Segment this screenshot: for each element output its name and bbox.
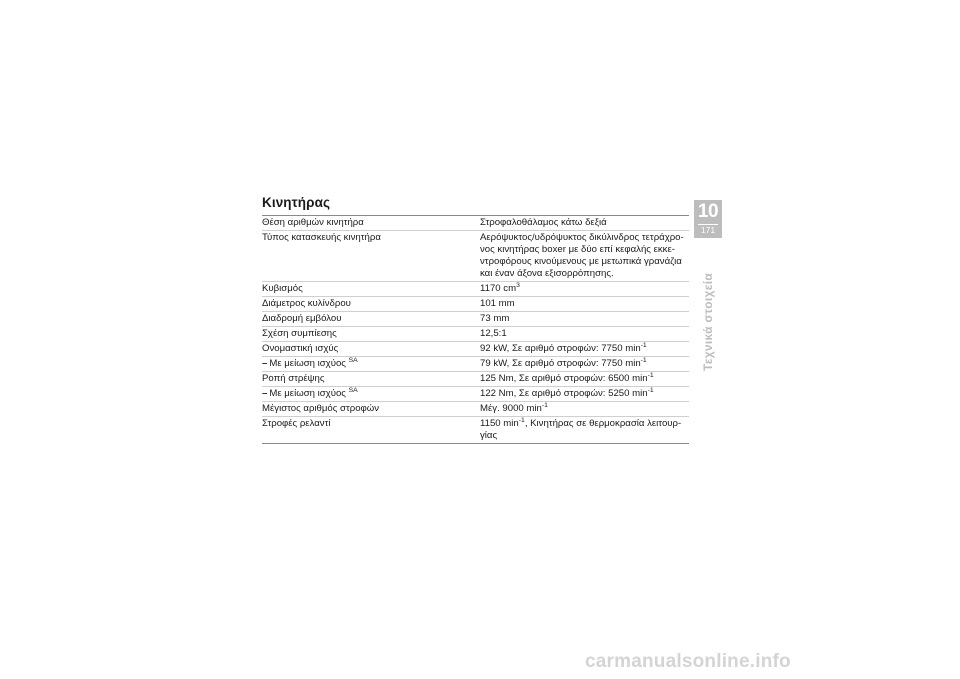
spec-value xyxy=(476,402,689,416)
spec-label: Θέση αριθμών κινητήρα xyxy=(262,217,364,228)
spec-value-text: 79 kW, Σε αριθμό στροφών: 7750 min xyxy=(480,358,641,369)
spec-label: Σχέση συμπίεσης xyxy=(262,328,337,339)
table-row xyxy=(262,356,689,371)
engine-spec-table xyxy=(262,215,689,444)
table-row xyxy=(262,401,689,416)
table-row xyxy=(262,386,689,401)
watermark: carmanualsonline.info xyxy=(585,651,791,672)
superscript: -1 xyxy=(640,341,647,349)
superscript: SA xyxy=(348,386,358,394)
spec-label-text: Με μείωση ισχύος xyxy=(269,358,346,369)
chapter-name: Τεχνικά στοιχεία xyxy=(701,272,715,372)
spec-label: Κυβισμός xyxy=(262,283,303,294)
table-row xyxy=(262,371,689,386)
superscript: 3 xyxy=(516,281,520,289)
spec-value-text: 1170 cm xyxy=(480,283,517,294)
superscript: -1 xyxy=(640,356,647,364)
spec-label-text: Με μείωση ισχύος xyxy=(269,388,346,399)
spec-value xyxy=(476,282,689,296)
spec-value xyxy=(476,372,689,386)
spec-label: Τύπος κατασκευής κινητήρα xyxy=(262,232,381,243)
superscript: -1 xyxy=(541,401,548,409)
spec-label: Ονομαστική ισχύς xyxy=(262,343,339,354)
table-row xyxy=(262,326,689,341)
spec-value-text: 122 Nm, Σε αριθμό στροφών: 5250 min xyxy=(480,388,648,399)
spec-label: Στροφές ρελαντί xyxy=(262,418,331,429)
dash-marker: – xyxy=(262,388,268,399)
table-row xyxy=(262,341,689,356)
table-row xyxy=(262,311,689,326)
spec-label xyxy=(262,387,476,401)
table-row xyxy=(262,416,689,443)
dash-marker: – xyxy=(262,358,268,369)
table-row xyxy=(262,216,689,230)
spec-label: Ροπή στρέψης xyxy=(262,373,325,384)
superscript: -1 xyxy=(518,416,525,424)
table-row xyxy=(262,230,689,281)
spec-value: Αερόψυκτος/υδρόψυκτος δικύλινδρος τετράχρο-νος κινητήρας boxer με δύο επί κεφαλής εκκε-ντροφόρους κινούμενους με μετωπικά γρανάζια και έναν άξονα εξισορρόπησης. xyxy=(480,232,684,279)
table-row xyxy=(262,281,689,296)
table-row xyxy=(262,296,689,311)
spec-value: 12,5:1 xyxy=(480,328,507,339)
spec-value-text: Μέγ. 9000 min xyxy=(480,403,542,414)
spec-value xyxy=(476,417,689,443)
chapter-tab xyxy=(694,200,722,238)
spec-value: Στροφαλοθάλαμος κάτω δεξιά xyxy=(480,217,607,228)
spec-value xyxy=(476,357,689,371)
spec-value xyxy=(476,342,689,356)
spec-value-text: 125 Nm, Σε αριθμό στροφών: 6500 min xyxy=(480,373,648,384)
page-number: 171 xyxy=(700,225,716,235)
spec-value: 73 mm xyxy=(480,313,510,324)
superscript: -1 xyxy=(647,371,654,379)
spec-label: Διάμετρος κυλίνδρου xyxy=(262,298,351,309)
section-title: Κινητήρας xyxy=(262,195,331,210)
spec-value-text: 92 kW, Σε αριθμό στροφών: 7750 min xyxy=(480,343,641,354)
spec-label xyxy=(262,357,476,371)
superscript: -1 xyxy=(647,386,654,394)
spec-value xyxy=(476,387,689,401)
spec-label: Διαδρομή εμβόλου xyxy=(262,313,342,324)
superscript: SA xyxy=(348,356,358,364)
spec-value-note: , Κινητήρας σε θερμοκρασία λειτουρ-γίας xyxy=(480,418,682,441)
chapter-number: 10 xyxy=(697,201,719,222)
spec-value-text: 1150 min xyxy=(480,418,519,429)
spec-value: 101 mm xyxy=(480,298,515,309)
spec-label: Μέγιστος αριθμός στροφών xyxy=(262,403,380,414)
